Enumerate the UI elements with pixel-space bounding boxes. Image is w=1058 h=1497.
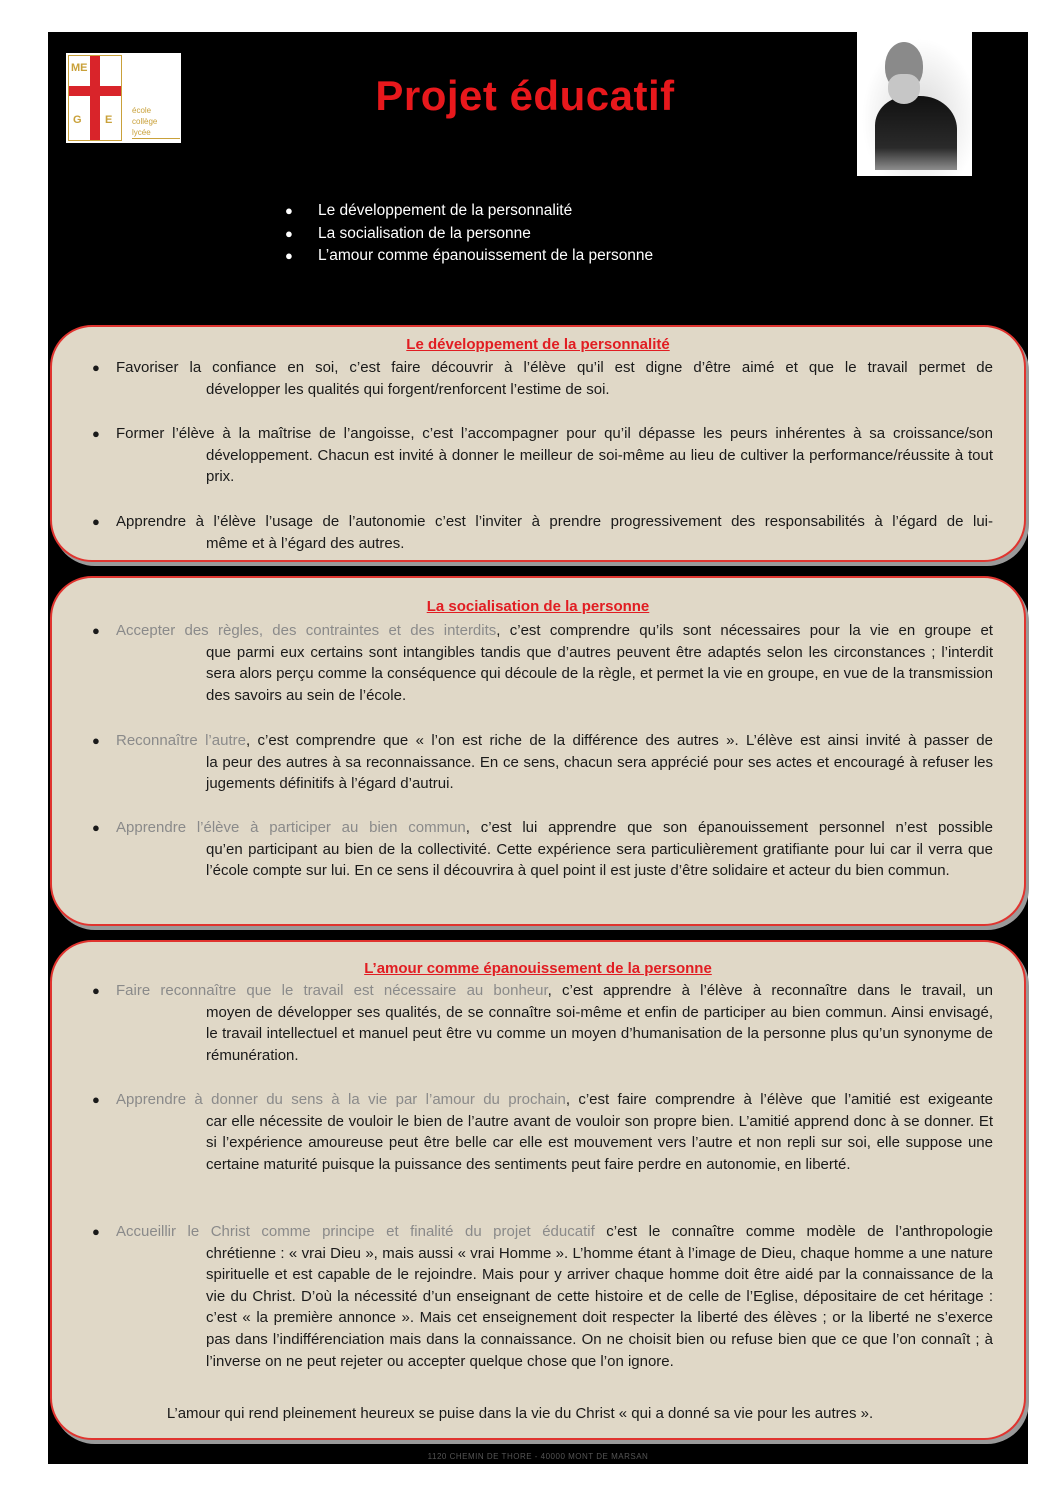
summary-item: ● Le développement de la personnalité (285, 202, 573, 219)
summary-item: ● La socialisation de la personne (285, 224, 531, 242)
section-heading: L’amour comme épanouissement de la personne (364, 960, 712, 977)
list-item: ● Accepter des règles, des contraintes et des interdits, c’est comprendre qu’ils sont nécessaires pour la vie en groupe et que parmi eux certains sont intangibles tandis que d’autres peuvent être adaptés selon les circonstances ; l’interdit sera alors perçu comme la conséquence qui découle de la règle, et permet la vie en groupe, en vue de la transmission des savoirs au sein de l’école. (92, 622, 993, 704)
list-item: ● Apprendre l’élève à participer au bien commun, c’est lui apprendre que son épanouissement personnel n’est possible qu’en participant au bien de la collectivité. Cette expérience sera particulièrement gratifiante pour lui car il verra que l’école compte sur lui. En ce sens il découvrira à quel point il est juste d’être solidaire et acteur du bien commun. (92, 819, 993, 880)
footer-address: 1120 CHEMIN DE THORE - 40000 MONT DE MARSAN (427, 1452, 649, 1461)
section-heading: Le développement de la personnalité (406, 336, 670, 353)
section-amour (50, 940, 1026, 1440)
list-item: ● Faire reconnaître que le travail est nécessaire au bonheur, c’est apprendre à l’élève à reconnaître dans le travail, un moyen de développer ses qualités, de se connaître soi-même et enfin de participer au bien commun. Ainsi envisagé, le travail intellectuel et manuel peut être vu comme un moyen d’humanisation de la personne plus qu’un synonyme de rémunération. (92, 982, 993, 1064)
section-heading: La socialisation de la personne (426, 598, 650, 615)
list-item: ● Former l’élève à la maîtrise de l’angoisse, c’est l’accompagner pour qu’il dépasse les peurs inhérentes à sa croissance/son développement. Chacun est invité à donner le meilleur de soi-même au lieu de cultiver la performance/réussite à tout prix. (92, 425, 993, 486)
list-item: ● Reconnaître l’autre, c’est comprendre que « l’on est riche de la différence des autres ». L’élève est ainsi invité à passer de la peur des autres à sa reconnaissance. En ce sens, chacun sera apprécié pour ses actes et encouragé à refuser les jugements définitifs à l’égard d’autrui. (92, 732, 993, 793)
section-personnalite (50, 325, 1026, 562)
school-logo (66, 53, 181, 143)
logo-shield-icon: ME G E (68, 55, 122, 141)
section-socialisation (50, 576, 1026, 926)
logo-words: école collège lycée (132, 105, 180, 139)
summary-list (282, 200, 653, 268)
summary-item: ● L’amour comme épanouissement de la personne (285, 247, 654, 264)
list-item: ● Apprendre à l’élève l’usage de l’autonomie c’est l’inviter à prendre progressivement des responsabilités à l’égard de lui- même et à l’égard des autres. (92, 513, 993, 552)
closing-sentence: L’amour qui rend pleinement heureux se puise dans la vie du Christ « qui a donné sa vie pour les autres ». (166, 1405, 874, 1422)
portrait-photo (857, 32, 972, 176)
page-title: Projet éducatif (375, 72, 675, 119)
list-item: ● Apprendre à donner du sens à la vie par l’amour du prochain, c’est faire comprendre à l’élève que l’amitié est exigeante car elle nécessite de vouloir le bien de l’autre avant de vouloir son propre bien. L’amitié apprend donc à se donner. Et si l’expérience amoureuse peut être belle car elle est mouvement vers l’autre et non repli sur soi, elle suppose une certaine maturité puisque la puissance des sentiments peut faire perdre en autonomie, en liberté. (92, 1091, 993, 1173)
list-item: ● Accueillir le Christ comme principe et finalité du projet éducatif c’est le connaître comme modèle de l’anthropologie chrétienne : « vrai Dieu », mais aussi « vrai Homme ». L’homme étant à l’image de Dieu, chaque homme a une nature spirituelle et est capable de le rejoindre. Mais pour y arriver chaque homme doit être aidé par la connaissance de la vie du Christ. D’où la nécessité d’un enseignant de cette histoire et de celle de l’Eglise, dépositaire de cet héritage : c’est « la première annonce ». Mais cet enseignement doit respecter la liberté des élèves ; or la liberté ne s’exerce pas dans l’indifférenciation mais dans la connaissance. On ne choisit bien ou refuse bien que ce que l’on connaît ; à l’inverse on ne peut rejeter ou accepter quelque chose que l’on ignore. (92, 1223, 993, 1370)
list-item: ● Favoriser la confiance en soi, c’est faire découvrir à l’élève qu’il est digne d’être aimé et que le travail permet de développer les qualités qui forgent/renforcent l’estime de soi. (92, 359, 993, 398)
